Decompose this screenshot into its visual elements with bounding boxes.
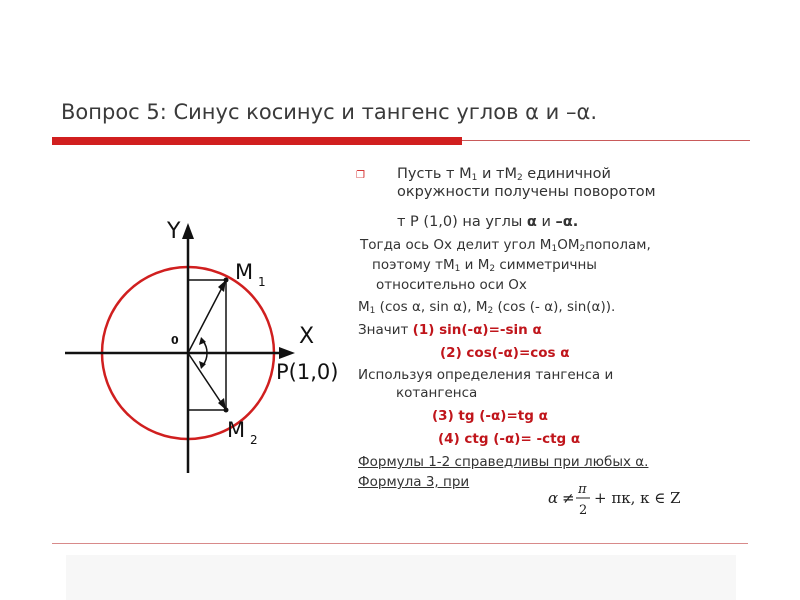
title-underline-thin (462, 140, 750, 141)
formula-3: (3) tg (-α)=tg α (432, 408, 548, 424)
axis-y-label: Y (167, 219, 181, 244)
unit-circle-diagram (55, 205, 355, 485)
page-title: Вопрос 5: Синус косинус и тангенс углов α и –α. (61, 100, 597, 124)
formula-1: (1) sin(-α)=-sin α (412, 322, 542, 338)
point-m1 (224, 278, 229, 283)
label-m2: M (227, 418, 246, 442)
text-line-2: окружности получены поворотом (397, 184, 656, 200)
point-m2 (224, 408, 229, 413)
text-line-9: Используя определения тангенса и (358, 367, 614, 383)
label-m2-sub: 2 (250, 433, 258, 447)
formula-4: (4) ctg (-α)= -ctg α (438, 431, 581, 447)
text-line-6: относительно оси Ох (376, 277, 527, 293)
axis-x-label: X (299, 324, 315, 349)
condition-formula (540, 477, 750, 525)
title-underline-accent (52, 137, 462, 145)
footer-area (66, 555, 736, 600)
text-line-11: Формулы 1-2 справедливы при любых α. (358, 454, 649, 470)
text-line-1: Пусть т $М_1$ и $тМ_2$ единичной (397, 166, 611, 183)
text-line-4: Тогда ось Ох делит угол $М_1ОМ_2пополам$, (360, 237, 651, 254)
formula-rest: + πк, к ∈ Z (594, 489, 681, 507)
label-m1-sub: 1 (258, 275, 266, 289)
text-line-7: $М_1$ (cos α, sin α), $М_2$ (cos (- α), sin(α)). (358, 299, 616, 316)
label-m1: M (235, 260, 254, 284)
label-point-p: P(1,0) (276, 360, 339, 384)
x-axis-arrow-icon (279, 347, 295, 359)
text-line-5: поэтому $тМ_1$ и $М_2$ симметричны (372, 257, 597, 274)
formula-2: (2) cos(-α)=cos α (440, 345, 570, 361)
formula-alpha: α (548, 489, 559, 507)
text-line-3: т Р (1,0) на углы α и –α. (397, 214, 579, 230)
bottom-divider (52, 543, 748, 544)
text-line-12: Формула 3, при (358, 474, 470, 490)
y-axis-arrow-icon (182, 223, 194, 239)
origin-label: 0 (171, 334, 179, 347)
formula-pi: π (578, 482, 587, 497)
text-line-8: Значит (1) sin(-α)=-sin α (358, 322, 542, 338)
formula-two: 2 (579, 503, 588, 518)
text-line-10: котангенса (396, 385, 478, 401)
square-bullet-icon: ❐ (356, 170, 365, 181)
formula-neq: ≠ (562, 489, 575, 507)
radius-om1 (188, 280, 226, 353)
